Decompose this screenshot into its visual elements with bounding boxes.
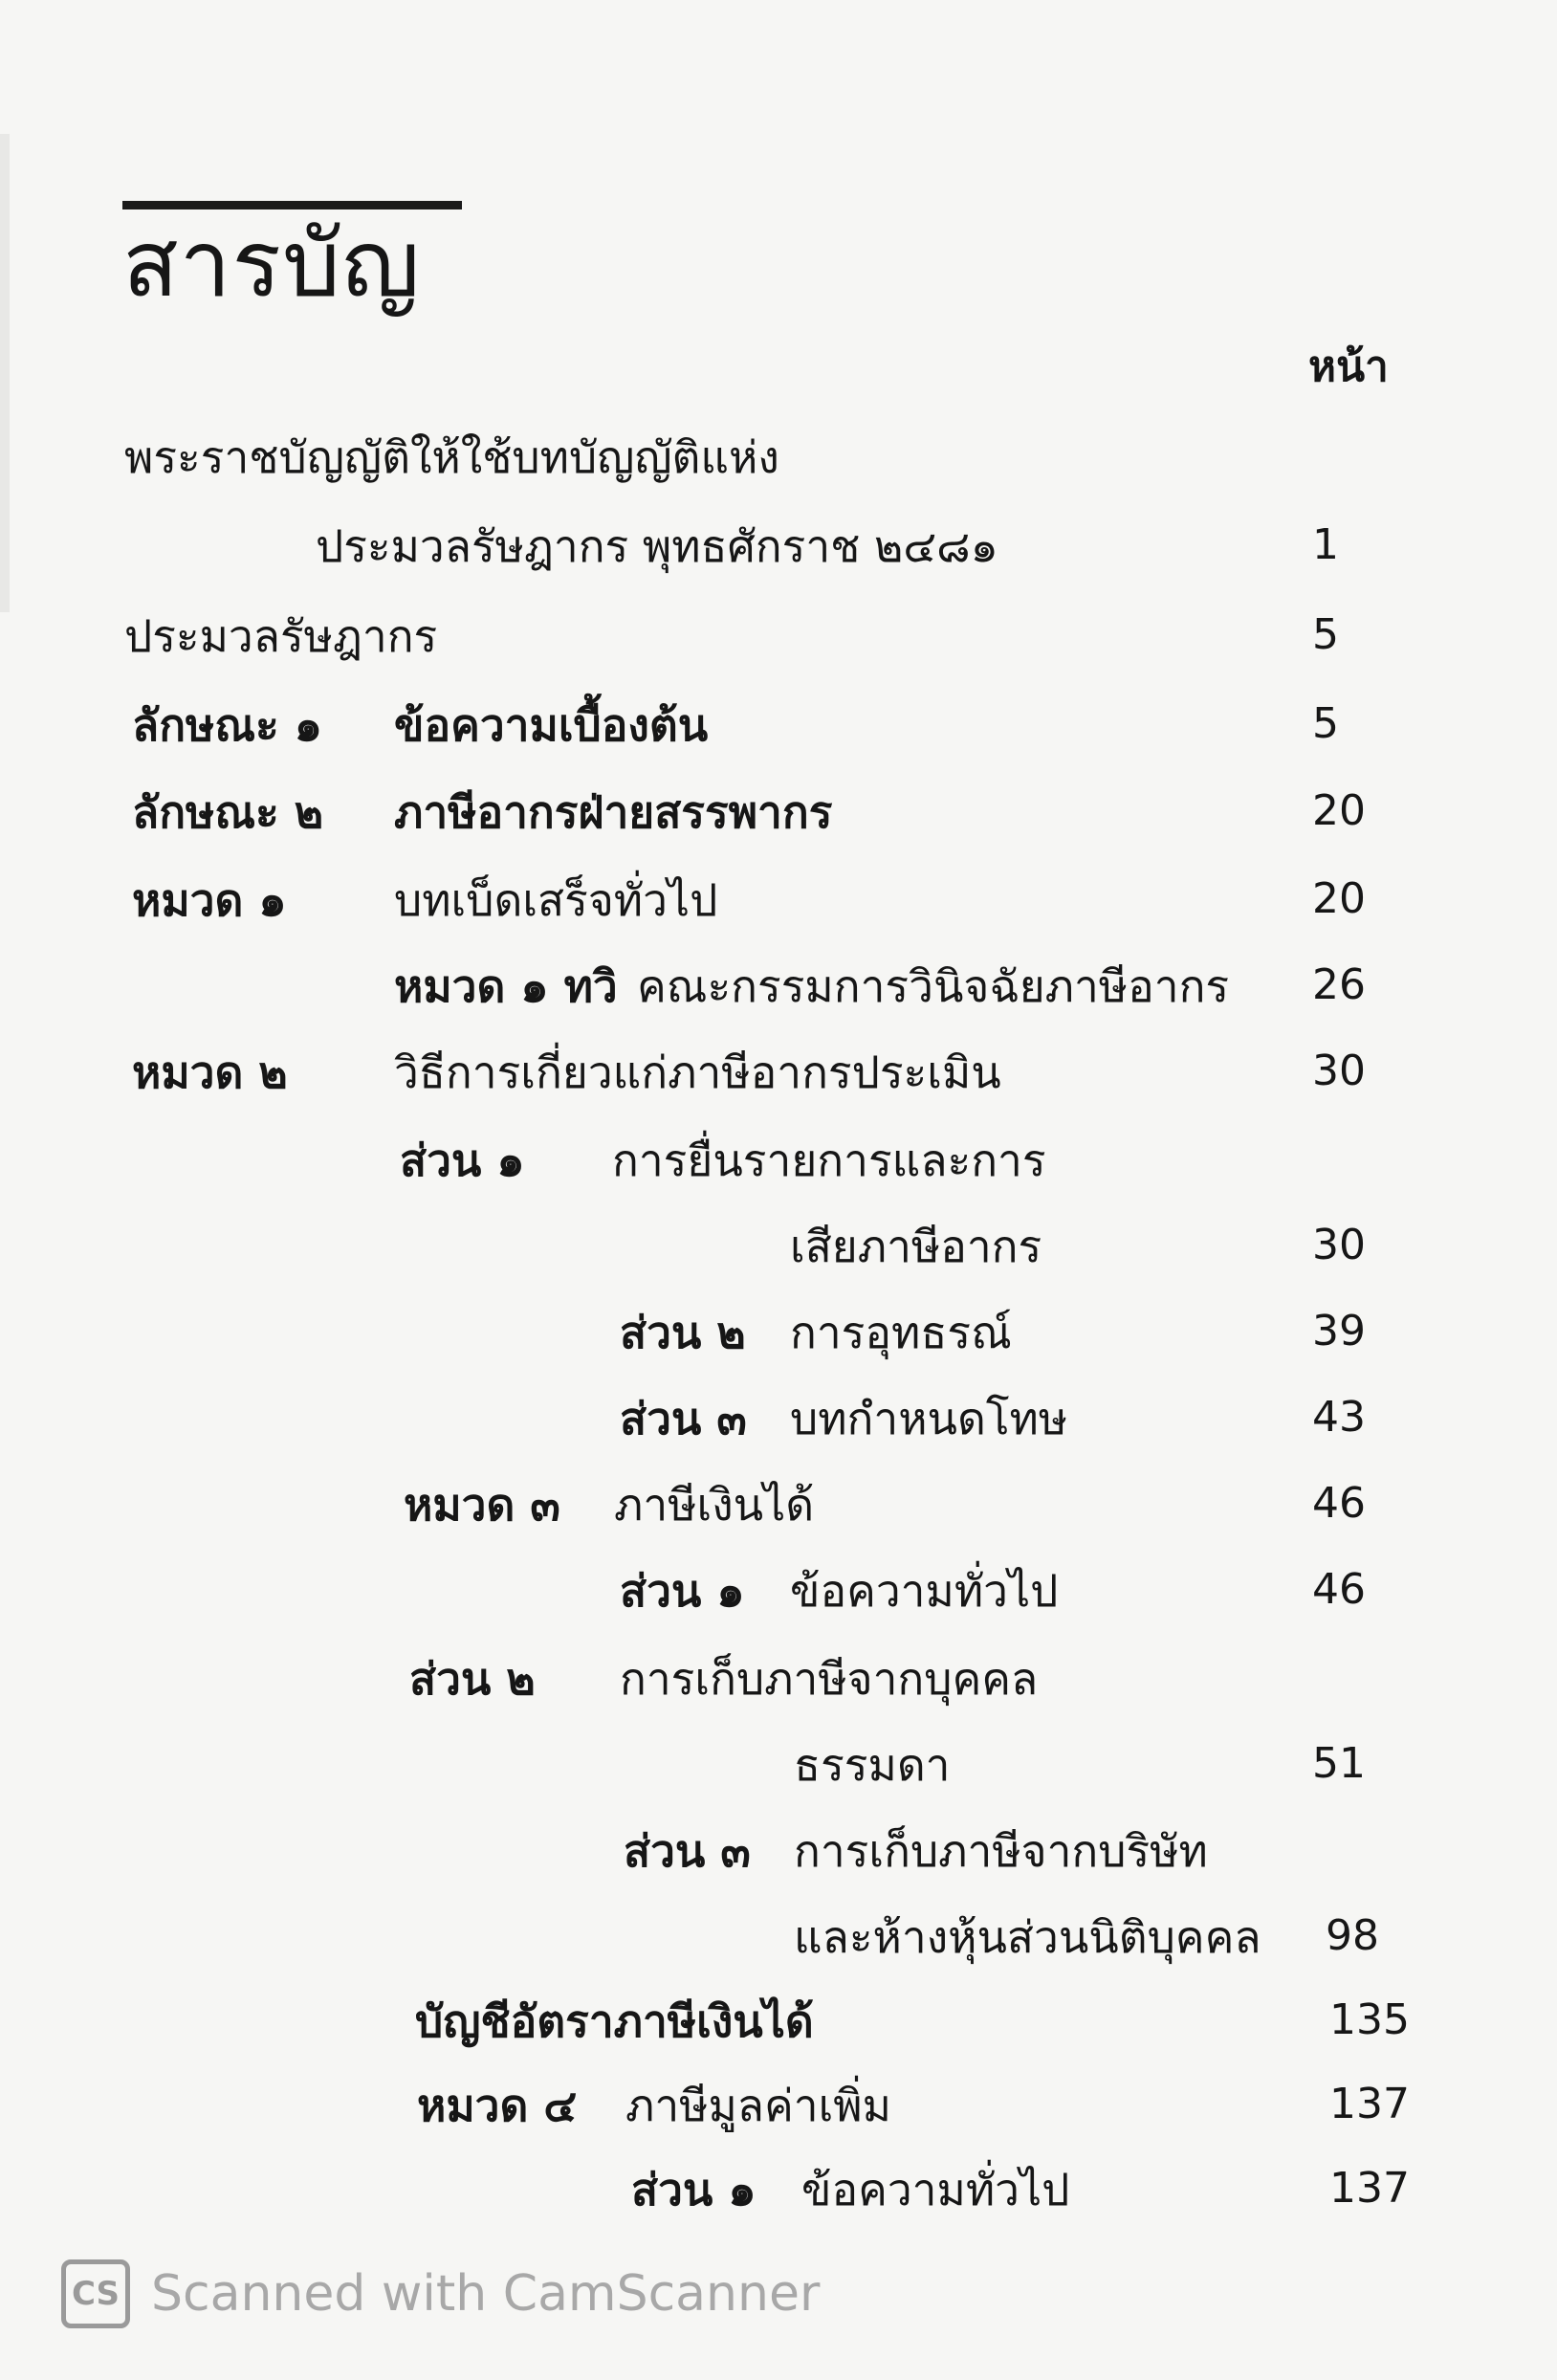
- toc-entry-page: 20: [1312, 786, 1366, 835]
- toc-entry-label: ลักษณะ ๑: [132, 699, 322, 751]
- toc-entry-page: 30: [1312, 1047, 1366, 1095]
- toc-entry-label: ส่วน ๑: [400, 1135, 525, 1186]
- watermark-text: Scanned with CamScanner: [151, 2265, 821, 2323]
- toc-entry-label: หมวด ๑ ทวิ: [394, 960, 618, 1012]
- toc-entry-page: 39: [1312, 1307, 1366, 1355]
- toc-entry-page: 5: [1312, 610, 1339, 659]
- toc-entry-label: หมวด ๑: [132, 874, 287, 926]
- toc-entry-page: 46: [1312, 1565, 1366, 1614]
- toc-entry-label: ส่วน ๓: [624, 1825, 751, 1877]
- toc-entry-page: 135: [1329, 1995, 1410, 2044]
- toc-entry-text: และห้างหุ้นส่วนนิติบุคคล: [794, 1911, 1261, 1963]
- toc-entry-page: 137: [1329, 2164, 1410, 2213]
- toc-entry-page: 1: [1312, 520, 1339, 569]
- toc-entry-label: ส่วน ๒: [409, 1653, 536, 1705]
- toc-entry-label: ส่วน ๑: [631, 2164, 757, 2215]
- toc-entry-text: การยื่นรายการและการ: [612, 1135, 1046, 1186]
- toc-entry-text: บทกำหนดโทษ: [790, 1393, 1068, 1444]
- toc-entry-text: การเก็บภาษีจากบุคคล: [620, 1653, 1039, 1705]
- toc-entry-text: ภาษีเงินได้: [614, 1479, 815, 1531]
- toc-entry-label: บัญชีอัตราภาษีเงินได้: [415, 1995, 814, 2047]
- toc-entry-page: 98: [1326, 1911, 1379, 1960]
- toc-entry-text: ข้อความทั่วไป: [790, 1565, 1059, 1617]
- toc-entry-text: การอุทธรณ์: [790, 1307, 1012, 1358]
- page-column-header: หน้า: [1308, 342, 1389, 391]
- toc-entry-label: ส่วน ๓: [620, 1393, 747, 1444]
- toc-entry-label: หมวด ๒: [132, 1047, 288, 1098]
- toc-entry-text: ข้อความทั่วไป: [801, 2164, 1070, 2215]
- toc-entry-label: ส่วน ๑: [620, 1565, 745, 1617]
- page-edge-shadow: [0, 134, 10, 612]
- toc-entry-text: ประมวลรัษฎากร: [124, 610, 438, 662]
- toc-entry-text: เสียภาษีอากร: [790, 1221, 1042, 1272]
- toc-entry-page: 51: [1312, 1739, 1366, 1788]
- toc-entry-text: ข้อความเบื้องต้น: [394, 699, 709, 751]
- toc-entry-text: วิธีการเกี่ยวแก่ภาษีอากรประเมิน: [394, 1047, 1001, 1098]
- toc-entry-text: พระราชบัญญัติให้ใช้บทบัญญัติแห่ง: [124, 431, 779, 483]
- toc-entry-label: หมวด ๔: [417, 2080, 578, 2131]
- toc-entry-text: คณะกรรมการวินิจฉัยภาษีอากร: [637, 960, 1230, 1012]
- toc-entry-label: หมวด ๓: [404, 1479, 560, 1531]
- toc-entry-text: การเก็บภาษีจากบริษัท: [794, 1825, 1208, 1877]
- toc-entry-page: 26: [1312, 960, 1366, 1009]
- toc-entry-text: ภาษีอากรฝ่ายสรรพากร: [394, 786, 833, 838]
- toc-entry-page: 137: [1329, 2080, 1410, 2128]
- toc-entry-label: ลักษณะ ๒: [132, 786, 324, 838]
- toc-entry-page: 20: [1312, 874, 1366, 923]
- camscanner-logo-icon: CS: [61, 2259, 130, 2328]
- toc-entry-text: ภาษีมูลค่าเพิ่ม: [625, 2080, 891, 2131]
- toc-title: สารบัญ: [122, 210, 421, 318]
- toc-entry-page: 46: [1312, 1479, 1366, 1528]
- title-rule: [122, 201, 462, 209]
- toc-entry-text: ธรรมดา: [794, 1739, 951, 1791]
- toc-entry-text: ประมวลรัษฎากร พุทธศักราช ๒๔๘๑: [316, 520, 998, 572]
- toc-entry-page: 30: [1312, 1221, 1366, 1269]
- toc-entry-page: 43: [1312, 1393, 1366, 1442]
- toc-entry-text: บทเบ็ดเสร็จทั่วไป: [394, 874, 718, 926]
- toc-entry-label: ส่วน ๒: [620, 1307, 746, 1358]
- toc-entry-page: 5: [1312, 699, 1339, 748]
